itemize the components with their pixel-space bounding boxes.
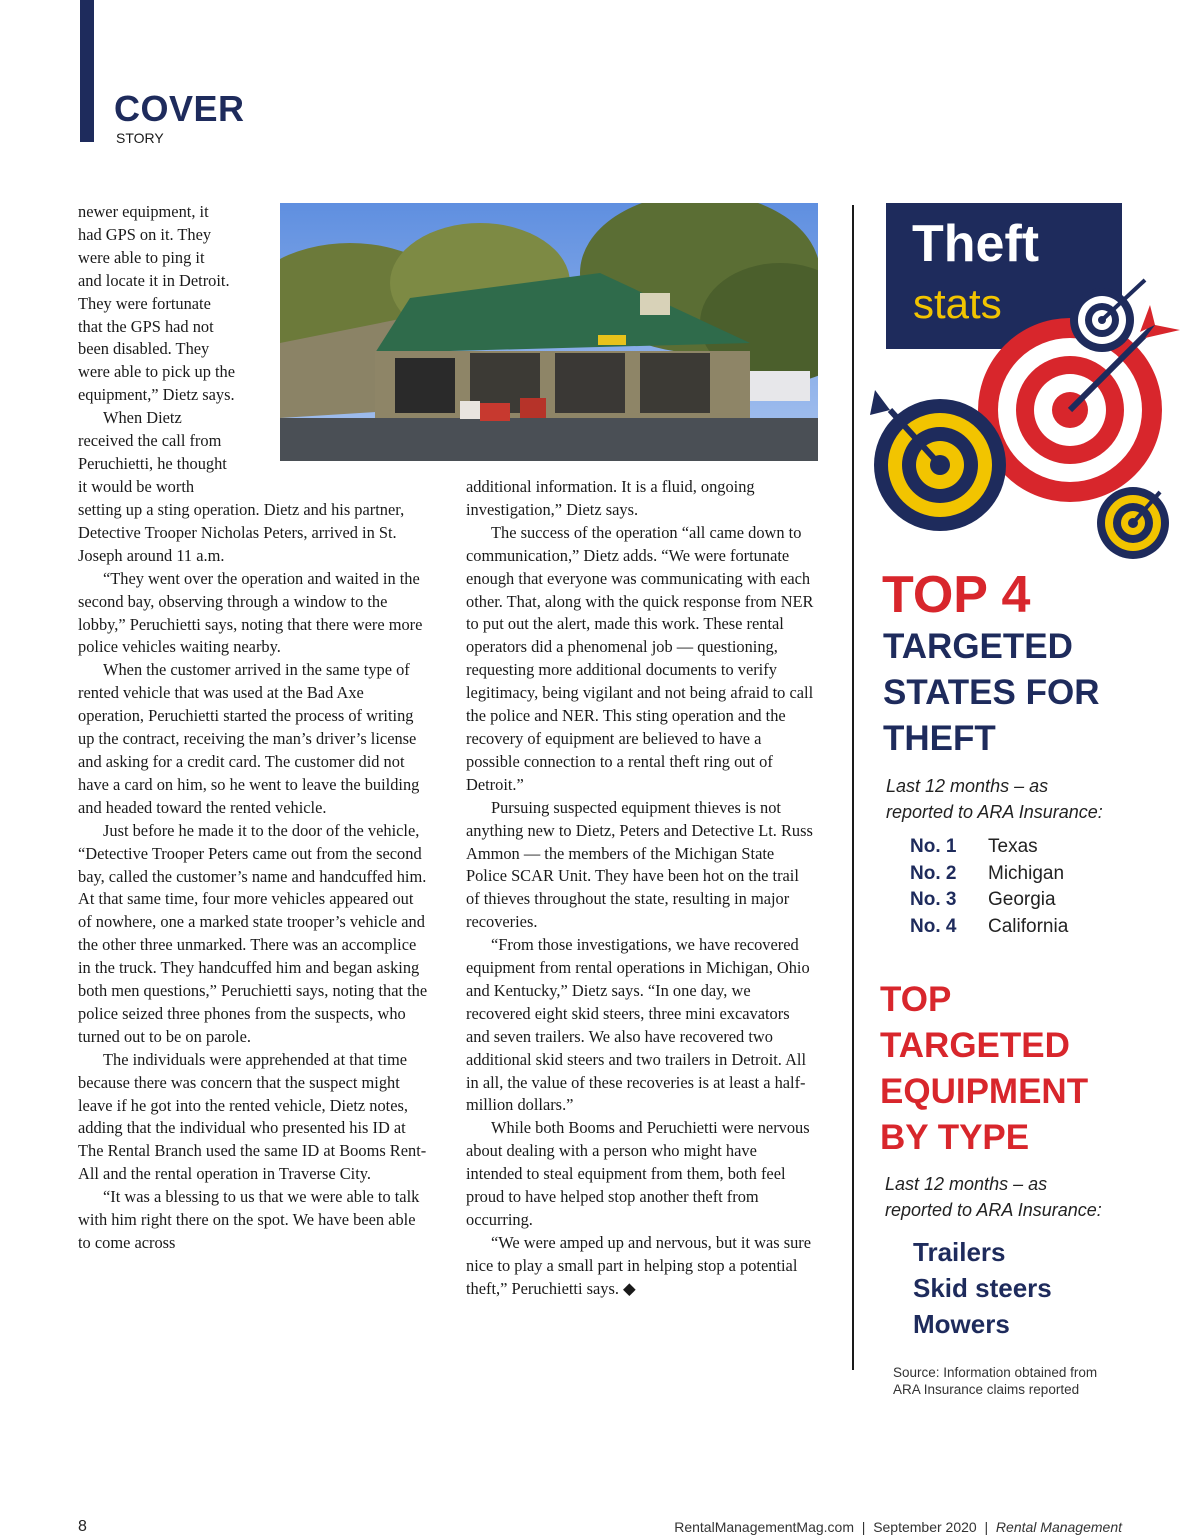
text-line: were able to pick up the bbox=[78, 362, 236, 382]
text-line: it would be worth bbox=[78, 476, 195, 496]
sidebar-title-accent: stats bbox=[913, 280, 1002, 327]
heading-line: TOP bbox=[880, 980, 952, 1019]
paragraph: additional information. It is a fluid, ongoing investigation,” Dietz says. bbox=[466, 477, 755, 519]
text-line: were able to ping it bbox=[78, 247, 205, 267]
text-line: had GPS on it. They bbox=[78, 224, 212, 244]
paragraph: “From those investigations, we have recovered equipment from rental operations in Michigan, Ohio and Kentucky,” Dietz says. “In one day, we recovered eight skid steers, three mini excavators and seven trailers. We also have recovered two additional skid steers and two trailers in Detroit. All in all, the value of these recoveries is at least a half-million dollars.” bbox=[466, 935, 810, 1115]
rank-label: No. 3 bbox=[910, 889, 957, 910]
heading-line: THEFT bbox=[883, 719, 996, 758]
article-column-1-top bbox=[78, 201, 258, 499]
paragraph: When the customer arrived in the same type of rented vehicle that was used at the Bad Axe operation, Peruchietti started the process of writing up the contract, receiving the man’s driver’s license and asking for a credit card. The customer did not have a card on him, so he went to leave the building and headed toward the rented vehicle. bbox=[78, 660, 420, 817]
text-line: that the GPS had not bbox=[78, 316, 214, 336]
paragraph: Just before he made it to the door of the vehicle, “Detective Trooper Peters came out from the second bay, called the customer’s name and handcuffed him. At that same time, four more vehicles appeared out of nowhere, one a marked state trooper’s vehicle and the other three unmarked. There was an accomplice in the truck. They handcuffed him and began asking both men questions,” Peruchietti says, noting that the police seized three phones from the suspects, who turned out to be on parole. bbox=[78, 820, 428, 1046]
heading-line: TARGETED bbox=[883, 627, 1073, 666]
equipment-list bbox=[913, 1234, 1052, 1342]
article-column-2 bbox=[466, 476, 816, 1301]
sidebar-divider bbox=[852, 205, 854, 1370]
paragraph: “It was a blessing to us that we were able to talk with him right there on the spot. We have been able to come across bbox=[78, 1187, 420, 1252]
note-line: Last 12 months – as bbox=[885, 1174, 1048, 1194]
text-line: been disabled. They bbox=[78, 339, 210, 359]
top4-heading: TOP 4 bbox=[882, 566, 1031, 624]
states-list bbox=[910, 834, 1068, 940]
list-item bbox=[910, 887, 1068, 914]
text-line: Peruchietti, he thought bbox=[78, 453, 227, 473]
source-note bbox=[893, 1364, 1143, 1398]
rank-label: No. 2 bbox=[910, 862, 957, 884]
list-item bbox=[910, 834, 1068, 861]
note-line: Last 12 months – as bbox=[886, 776, 1049, 796]
list-item: Trailers bbox=[913, 1237, 1006, 1267]
text-line: They were fortunate bbox=[78, 293, 211, 313]
paragraph: Pursuing suspected equipment thieves is not anything new to Dietz, Peters and Detective Lt. Russ Ammon — the members of the Michigan State Police SCAR Unit. They have been hot on the trail of thieves throughout the state, resulting in major recoveries. bbox=[466, 797, 813, 932]
rental-store-photo bbox=[280, 203, 818, 461]
text-line: equipment,” Dietz says. bbox=[78, 385, 235, 405]
section-subtitle: STORY bbox=[116, 130, 164, 146]
source-line: ARA Insurance claims reported bbox=[893, 1382, 1080, 1397]
footer-text: RentalManagementMag.com | September 2020 | Rental Management bbox=[674, 1519, 1122, 1535]
paragraph: The individuals were apprehended at that time because there was concern that the suspect might leave if he got into the rented vehicle, Dietz notes, adding that the individual who presented his ID at The Rental Branch used the same ID at Booms Rent-All and the rental operation in Traverse City. bbox=[78, 1049, 427, 1184]
state-name: Georgia bbox=[988, 889, 1056, 910]
paragraph: The success of the operation “all came down to communication,” Dietz adds. “We were fortunate enough that everyone was communicating with each other. That, along with the quick response from NER to put out the alert, made this work. These rental operators did a phenomenal job — questioning, requesting more additional documents to verify legitimacy, being vigilant and not being afraid to call the police and NER. This sting operation and the recovery of equipment are believed to have a possible connection to a rental theft ring out of Detroit.” bbox=[466, 522, 814, 794]
page-number: 8 bbox=[78, 1518, 87, 1535]
source-line: Source: Information obtained from bbox=[893, 1365, 1098, 1380]
paragraph: “They went over the operation and waited in the second bay, observing through a window to the lobby,” Peruchietti says, noting that there were more police vehicles waiting nearby. bbox=[78, 568, 423, 657]
text-line: When Dietz bbox=[103, 408, 182, 428]
rank-label: No. 1 bbox=[910, 836, 957, 857]
paragraph: “We were amped up and nervous, but it was sure nice to play a small part in helping stop a potential theft,” Peruchietti says. ◆ bbox=[466, 1232, 812, 1298]
small-yellow-target-icon bbox=[1097, 487, 1169, 559]
targets-illustration bbox=[855, 270, 1195, 560]
section-title: COVER bbox=[114, 88, 245, 129]
list-item: Mowers bbox=[913, 1309, 1010, 1339]
note-line: reported to ARA Insurance: bbox=[885, 1200, 1102, 1220]
text-line: newer equipment, it bbox=[78, 202, 209, 221]
note-line: reported to ARA Insurance: bbox=[886, 802, 1103, 822]
list-item: Skid steers bbox=[913, 1273, 1052, 1303]
heading-line: STATES FOR bbox=[883, 673, 1100, 712]
small-target-icon bbox=[1070, 280, 1145, 352]
article-column-1 bbox=[78, 499, 428, 1255]
states-note bbox=[886, 773, 1103, 825]
state-name: Michigan bbox=[988, 862, 1065, 884]
rank-label: No. 4 bbox=[910, 915, 957, 937]
heading-line: TARGETED bbox=[880, 1026, 1070, 1065]
paragraph: setting up a sting operation. Dietz and his partner, Detective Trooper Nicholas Peters, arrived in St. Joseph around 11 a.m. bbox=[78, 500, 405, 565]
state-name: Texas bbox=[988, 836, 1038, 857]
footer-magazine: Rental Management bbox=[995, 1519, 1122, 1535]
footer-issue: September 2020 bbox=[873, 1519, 977, 1535]
section-accent-bar bbox=[80, 0, 94, 142]
list-item bbox=[910, 861, 1068, 888]
text-line: received the call from bbox=[78, 431, 222, 451]
equipment-heading bbox=[880, 977, 1088, 1161]
states-heading bbox=[883, 624, 1099, 762]
text-line: and locate it in Detroit. bbox=[78, 270, 230, 290]
heading-line: EQUIPMENT bbox=[880, 1072, 1089, 1111]
list-item bbox=[910, 914, 1068, 941]
sidebar-title: Theft bbox=[912, 215, 1040, 273]
state-name: California bbox=[988, 915, 1069, 937]
heading-line: BY TYPE bbox=[880, 1118, 1030, 1157]
paragraph: While both Booms and Peruchietti were nervous about dealing with a person who might have intended to steal equipment from them, both feel proud to have helped stop another theft from occurring. bbox=[466, 1118, 810, 1229]
equipment-note bbox=[885, 1171, 1102, 1223]
footer-site: RentalManagementMag.com bbox=[674, 1519, 854, 1535]
